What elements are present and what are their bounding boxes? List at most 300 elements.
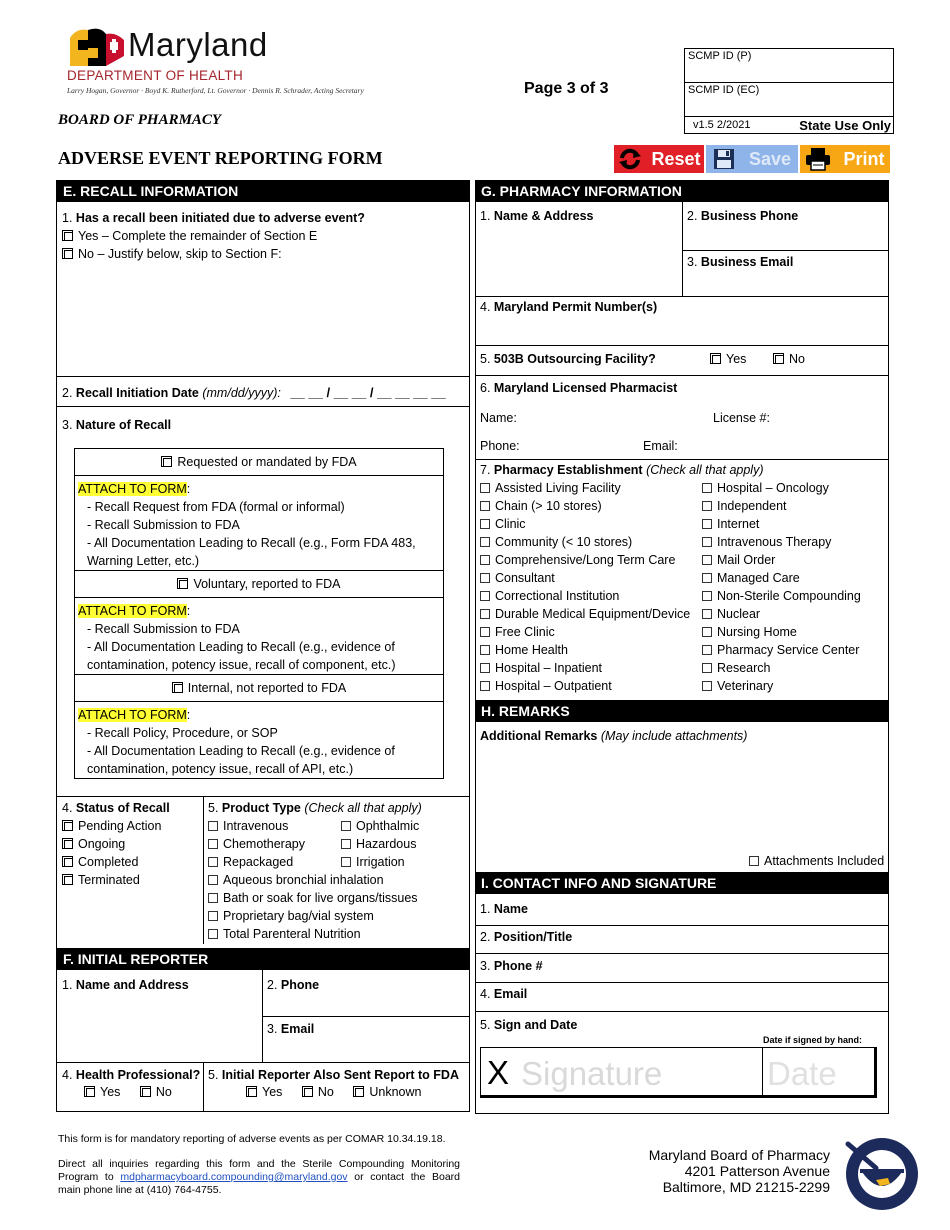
checkbox-icon[interactable] [208, 911, 218, 921]
section-i-title: I. CONTACT INFO AND SIGNATURE [475, 872, 889, 894]
checkbox-icon[interactable] [341, 821, 351, 831]
mortar-pestle-seal-icon [836, 1130, 928, 1212]
establishment-option[interactable] [702, 533, 861, 551]
contact-title-field[interactable] [480, 930, 572, 944]
divider [74, 674, 444, 675]
checkbox-icon[interactable] [702, 555, 712, 565]
q4-number: 4. [62, 801, 73, 815]
business-email-field[interactable] [687, 255, 793, 269]
divider [56, 406, 470, 407]
date-field[interactable] [763, 1048, 875, 1096]
establishment-option-label: Hospital – Outpatient [495, 679, 612, 693]
status-label: Status of Recall [75, 801, 170, 815]
divider [56, 796, 470, 797]
establishment-option-label: Community (< 10 stores) [495, 535, 633, 549]
checkbox-icon[interactable] [353, 1086, 364, 1097]
remarks-label: Additional Remarks [480, 729, 598, 743]
status-option[interactable] [62, 835, 202, 853]
establishment-option[interactable] [702, 551, 861, 569]
list-item: Warning Letter, etc.) [87, 554, 200, 568]
divider [74, 597, 444, 598]
g3-number: 3. [687, 255, 698, 269]
checkbox-icon[interactable] [208, 875, 218, 885]
voluntary-attach-list: ATTACH TO FORM: - Recall Submission to FDA - All Documentation Leading to Recall (e.g., evidence of contamination, potency issue, recall of component, etc.) [78, 602, 440, 674]
i1-number: 1. [480, 902, 491, 916]
product-option-label: Aqueous bronchial inhalation [223, 873, 384, 887]
contact-email-field[interactable] [480, 987, 527, 1001]
recall-date-format: (mm/dd/yyyy): [202, 386, 281, 400]
list-item: contamination, potency issue, recall of component, etc.) [87, 658, 396, 672]
printer-icon [805, 147, 831, 171]
divider [74, 701, 444, 702]
internal-option-label: Internal, not reported to FDA [187, 681, 347, 695]
divider [475, 345, 889, 346]
business-phone-label: Business Phone [700, 209, 799, 223]
section-h-title: H. REMARKS [475, 700, 889, 722]
f4-number: 4. [62, 1068, 73, 1082]
save-button[interactable] [706, 145, 798, 173]
checkbox-icon[interactable] [480, 591, 490, 601]
reporter-name-label: Name and Address [75, 978, 189, 992]
contact-email-label: Email [493, 987, 528, 1001]
checkbox-icon[interactable] [62, 230, 73, 241]
establishment-option-label: Comprehensive/Long Term Care [495, 553, 676, 567]
pharmacist-phone-field[interactable]: Phone: [480, 439, 520, 453]
checkbox-icon[interactable] [161, 456, 172, 467]
pharmacy-name-label: Name & Address [493, 209, 594, 223]
internal-option[interactable] [74, 681, 444, 695]
checkbox-icon[interactable] [702, 537, 712, 547]
checkbox-icon[interactable] [702, 681, 712, 691]
internal-attach-list: ATTACH TO FORM: - Recall Policy, Procedure, or SOP - All Documentation Leading to Recall (e.g., evidence of contamination, potency issue, recall of API, etc.) [78, 706, 440, 778]
date-hint: Date if signed by hand: [763, 1035, 863, 1045]
establishment-option[interactable] [702, 605, 861, 623]
list-item: - Recall Request from FDA (formal or informal) [87, 500, 345, 514]
reporter-name-field[interactable] [62, 978, 189, 992]
g5-number: 5. [480, 352, 491, 366]
attach-highlight: ATTACH TO FORM [78, 482, 187, 496]
checkbox-icon[interactable] [710, 353, 721, 364]
scmp-p-label: SCMP ID (P) [688, 50, 752, 62]
pharmacy-establishment [480, 461, 886, 695]
divider [56, 376, 470, 377]
status-option[interactable] [62, 817, 202, 835]
checkbox-icon[interactable] [702, 609, 712, 619]
board-seal [836, 1130, 928, 1212]
checkbox-icon[interactable] [480, 501, 490, 511]
establishment-option[interactable] [702, 587, 861, 605]
checkbox-icon[interactable] [208, 821, 218, 831]
establishment-option[interactable] [702, 623, 861, 641]
list-item: - All Documentation Leading to Recall (e.g., evidence of [87, 744, 395, 758]
product-option-label: Ophthalmic [356, 819, 420, 833]
list-item: - All Documentation Leading to Recall (e.g., Form FDA 483, [87, 536, 416, 550]
recall-justify-textarea[interactable] [62, 264, 464, 374]
hp-yes-option[interactable] [84, 1085, 120, 1099]
list-item: contamination, potency issue, recall of API, etc.) [87, 762, 354, 776]
establishment-option-label: Home Health [495, 643, 568, 657]
establishment-option[interactable] [480, 677, 702, 695]
checkbox-icon[interactable] [480, 681, 490, 691]
checkbox-icon[interactable] [208, 893, 218, 903]
outsourcing-yes-option[interactable] [710, 352, 746, 366]
establishment-option[interactable] [702, 641, 861, 659]
no-label: No [317, 1085, 334, 1099]
unknown-label: Unknown [369, 1085, 422, 1099]
permit-number-label: Maryland Permit Number(s) [493, 300, 658, 314]
g6-number: 6. [480, 381, 491, 395]
checkbox-icon[interactable] [480, 519, 490, 529]
licensed-pharmacist [480, 381, 884, 456]
fda-yes-option[interactable] [246, 1085, 282, 1099]
product-option[interactable] [341, 835, 419, 853]
signature-box [480, 1047, 877, 1098]
recall-no-label: No – Justify below, skip to Section F: [78, 247, 282, 261]
product-option[interactable] [208, 853, 341, 871]
inquiry-text: Direct all inquiries regarding this form and the Sterile Compounding Monitoring Program to [58, 1158, 460, 1183]
inquiry-text-end: or contact the Board main phone line at (410) 764-4755. [58, 1171, 461, 1196]
checkbox-icon[interactable] [246, 1086, 257, 1097]
establishment-note: (Check all that apply) [646, 463, 764, 477]
fda-option-label: Requested or mandated by FDA [177, 455, 357, 469]
establishment-option-label: Mail Order [717, 553, 776, 567]
status-option[interactable] [62, 853, 202, 871]
product-option[interactable] [208, 817, 341, 835]
product-option[interactable] [208, 889, 468, 907]
date-placeholder: Date [767, 1055, 837, 1092]
checkbox-icon[interactable] [749, 856, 759, 866]
checkbox-icon[interactable] [172, 682, 183, 693]
checkbox-icon[interactable] [62, 874, 73, 885]
fda-attach-list: ATTACH TO FORM: - Recall Request from FDA (formal or informal) - Recall Submission to FDA - All Documentation Leading to Recall (e.g., Form FDA 483, Warning Letter, etc.) [78, 480, 440, 570]
product-option-label: Hazardous [356, 837, 417, 851]
product-type [208, 799, 468, 943]
contact-name-field[interactable] [480, 902, 528, 916]
divider [475, 296, 889, 297]
product-option[interactable] [208, 835, 341, 853]
product-type-label: Product Type [221, 801, 301, 815]
establishment-option-label: Hospital – Oncology [717, 481, 829, 495]
status-option-label: Pending Action [78, 819, 162, 833]
product-option-label: Chemotherapy [223, 837, 305, 851]
status-option[interactable] [62, 871, 202, 889]
establishment-option[interactable] [702, 497, 861, 515]
reset-button[interactable] [614, 145, 704, 173]
establishment-option-label: Durable Medical Equipment/Device [495, 607, 691, 621]
voluntary-option-label: Voluntary, reported to FDA [193, 577, 341, 591]
officials-line: Larry Hogan, Governor · Boyd K. Rutherford, Lt. Governor · Dennis R. Schrader, Acting Secretary [67, 86, 364, 95]
establishment-option[interactable] [480, 659, 702, 677]
business-phone-field[interactable] [687, 209, 798, 223]
q2-number: 2. [62, 386, 73, 400]
checkbox-icon[interactable] [480, 573, 490, 583]
status-of-recall [62, 799, 202, 889]
divider [56, 1062, 470, 1063]
f5-number: 5. [208, 1068, 219, 1082]
establishment-option[interactable] [480, 569, 702, 587]
establishment-option[interactable] [702, 569, 861, 587]
checkbox-icon[interactable] [177, 578, 188, 589]
recall-question [62, 209, 462, 263]
establishment-label: Pharmacy Establishment [493, 463, 643, 477]
voluntary-option[interactable] [74, 577, 444, 591]
reporter-phone-label: Phone [280, 978, 320, 992]
f2-number: 2. [267, 978, 278, 992]
sign-date-label-row [480, 1018, 577, 1032]
hp-no-option[interactable] [140, 1085, 172, 1099]
department-name: DEPARTMENT OF HEALTH [67, 68, 244, 83]
recall-yes-option[interactable] [62, 227, 462, 245]
divider [475, 982, 889, 983]
version-label: v1.5 2/2021 [693, 119, 751, 131]
establishment-option[interactable] [480, 533, 702, 551]
checkbox-icon[interactable] [480, 483, 490, 493]
establishment-option[interactable] [480, 551, 702, 569]
product-option-label: Repackaged [223, 855, 294, 869]
checkbox-icon[interactable] [208, 929, 218, 939]
recall-yes-label: Yes – Complete the remainder of Section E [78, 229, 318, 243]
attach-highlight: ATTACH TO FORM [78, 604, 187, 618]
checkbox-icon[interactable] [702, 591, 712, 601]
save-label: Save [748, 148, 792, 169]
attach-highlight: ATTACH TO FORM [78, 708, 187, 722]
remarks-textarea[interactable] [480, 748, 884, 848]
yes-label: Yes [726, 352, 747, 366]
yes-label: Yes [100, 1085, 121, 1099]
org-name: Maryland [128, 26, 268, 63]
mandatory-note: This form is for mandatory reporting of adverse events as per COMAR 10.34.19.18. [58, 1133, 446, 1145]
establishment-option-label: Nuclear [717, 607, 761, 621]
signature-x: X [487, 1054, 510, 1091]
attachments-option[interactable] [749, 854, 884, 868]
i2-number: 2. [480, 930, 491, 944]
product-option-label: Irrigation [356, 855, 405, 869]
checkbox-icon[interactable] [62, 248, 73, 259]
health-professional [62, 1068, 200, 1099]
q5-number: 5. [208, 801, 219, 815]
attachments-label: Attachments Included [764, 854, 885, 868]
divider [682, 250, 889, 251]
health-professional-label: Health Professional? [75, 1068, 201, 1082]
checkbox-icon[interactable] [62, 856, 73, 867]
section-e-title: E. RECALL INFORMATION [57, 180, 469, 202]
checkbox-icon[interactable] [702, 501, 712, 511]
q3-label: Nature of Recall [75, 418, 172, 432]
remarks-label-row [480, 729, 747, 743]
establishment-option[interactable] [702, 479, 861, 497]
maryland-flag-icon [66, 26, 128, 68]
print-label: Print [843, 148, 885, 169]
inquiry-note [58, 1158, 460, 1197]
divider [682, 202, 683, 296]
product-option[interactable] [208, 907, 468, 925]
checkbox-icon[interactable] [208, 839, 218, 849]
product-type-note: (Check all that apply) [304, 801, 422, 815]
divider [475, 953, 889, 954]
scmp-ec-field[interactable] [684, 82, 894, 117]
checkbox-icon[interactable] [480, 609, 490, 619]
version-row [684, 116, 894, 134]
list-item: - Recall Policy, Procedure, or SOP [87, 726, 278, 740]
product-option[interactable] [208, 925, 468, 943]
checkbox-icon[interactable] [702, 627, 712, 637]
reporter-phone-field[interactable] [267, 978, 319, 992]
i5-number: 5. [480, 1018, 491, 1032]
recall-date-label: Recall Initiation Date [75, 386, 199, 400]
establishment-option-label: Assisted Living Facility [495, 481, 621, 495]
checkbox-icon[interactable] [84, 1086, 95, 1097]
g4-number: 4. [480, 300, 491, 314]
business-email-label: Business Email [700, 255, 794, 269]
establishment-option-label: Intravenous Therapy [717, 535, 832, 549]
q1-number: 1. [62, 211, 73, 225]
checkbox-icon[interactable] [140, 1086, 151, 1097]
list-item: - Recall Submission to FDA [87, 518, 240, 532]
nature-of-recall-label [62, 418, 171, 432]
checkbox-icon[interactable] [480, 645, 490, 655]
permit-number-field[interactable] [480, 300, 657, 314]
checkbox-icon[interactable] [341, 857, 351, 867]
establishment-option-label: Correctional Institution [495, 589, 620, 603]
checkbox-icon[interactable] [341, 839, 351, 849]
checkbox-icon[interactable] [302, 1086, 313, 1097]
list-item: - Recall Submission to FDA [87, 622, 240, 636]
i3-number: 3. [480, 959, 491, 973]
checkbox-icon[interactable] [702, 573, 712, 583]
product-option[interactable] [341, 853, 419, 871]
divider [74, 570, 444, 571]
product-option-label: Intravenous [223, 819, 289, 833]
g1-number: 1. [480, 209, 491, 223]
checkbox-icon[interactable] [208, 857, 218, 867]
product-option[interactable] [341, 817, 419, 835]
yes-label: Yes [262, 1085, 283, 1099]
g7-number: 7. [480, 463, 491, 477]
pharmacist-name-field[interactable]: Name: [480, 411, 517, 425]
checkbox-icon[interactable] [62, 820, 73, 831]
establishment-option[interactable] [480, 587, 702, 605]
board-email-link[interactable]: mdpharmacyboard.compounding@maryland.gov [120, 1171, 348, 1183]
divider [475, 459, 889, 460]
status-option-label: Completed [78, 855, 139, 869]
recall-question-label: Has a recall been initiated due to adverse event? [75, 211, 365, 225]
pharmacy-name-field[interactable] [480, 209, 594, 223]
establishment-option[interactable] [702, 659, 861, 677]
establishment-option-label: Chain (> 10 stores) [495, 499, 602, 513]
i4-number: 4. [480, 987, 491, 1001]
divider [203, 1062, 204, 1112]
scmp-ec-label: SCMP ID (EC) [688, 84, 760, 96]
refresh-icon [617, 148, 643, 170]
sent-to-fda-label: Initial Reporter Also Sent Report to FDA [221, 1068, 459, 1082]
f1-number: 1. [62, 978, 73, 992]
fda-no-option[interactable] [302, 1085, 334, 1099]
section-f-title: F. INITIAL REPORTER [57, 948, 469, 970]
establishment-option[interactable] [480, 497, 702, 515]
state-use-label: State Use Only [799, 118, 891, 133]
pharmacist-label: Maryland Licensed Pharmacist [493, 381, 678, 395]
establishment-col-2 [702, 479, 861, 695]
establishment-option[interactable] [480, 605, 702, 623]
contact-phone-field[interactable] [480, 959, 543, 973]
f3-number: 3. [267, 1022, 278, 1036]
divider [475, 925, 889, 926]
outsourcing-facility [480, 352, 880, 366]
status-option-label: Ongoing [78, 837, 126, 851]
establishment-option-label: Clinic [495, 517, 526, 531]
checkbox-icon[interactable] [480, 537, 490, 547]
establishment-option-label: Hospital – Inpatient [495, 661, 603, 675]
product-option[interactable] [208, 871, 468, 889]
establishment-option-label: Internet [717, 517, 760, 531]
checkbox-icon[interactable] [773, 353, 784, 364]
reporter-email-field[interactable] [267, 1022, 314, 1036]
establishment-option[interactable] [702, 677, 861, 695]
establishment-option[interactable] [480, 479, 702, 497]
remarks-note: (May include attachments) [600, 729, 748, 743]
establishment-col-1 [480, 479, 702, 695]
recall-no-option[interactable] [62, 245, 462, 263]
fda-option[interactable] [74, 455, 444, 469]
establishment-option-label: Veterinary [717, 679, 774, 693]
establishment-option-label: Independent [717, 499, 787, 513]
divider [203, 796, 204, 944]
establishment-option-label: Pharmacy Service Center [717, 643, 860, 657]
contact-name-label: Name [493, 902, 528, 916]
divider [475, 375, 889, 376]
page-indicator: Page 3 of 3 [524, 80, 609, 97]
no-label: No [789, 352, 805, 366]
sign-date-label: Sign and Date [493, 1018, 578, 1032]
establishment-option-label: Consultant [495, 571, 555, 585]
establishment-option[interactable] [702, 515, 861, 533]
establishment-option-label: Nursing Home [717, 625, 797, 639]
fda-unknown-option[interactable] [353, 1085, 421, 1099]
outsourcing-no-option[interactable] [773, 352, 805, 366]
sent-to-fda [208, 1068, 459, 1099]
divider [74, 475, 444, 476]
checkbox-icon[interactable] [702, 645, 712, 655]
establishment-option[interactable] [480, 623, 702, 641]
signature-field[interactable] [481, 1048, 761, 1096]
pharmacist-email-field[interactable]: Email: [643, 439, 678, 453]
list-item: - All Documentation Leading to Recall (e.g., evidence of [87, 640, 395, 654]
form-title: ADVERSE EVENT REPORTING FORM [58, 148, 383, 168]
establishment-option[interactable] [480, 641, 702, 659]
checkbox-icon[interactable] [702, 483, 712, 493]
checkbox-icon[interactable] [480, 555, 490, 565]
checkbox-icon[interactable] [480, 663, 490, 673]
divider [475, 1011, 889, 1012]
g2-number: 2. [687, 209, 698, 223]
section-g-title: G. PHARMACY INFORMATION [475, 180, 889, 202]
checkbox-icon[interactable] [702, 519, 712, 529]
q3-number: 3. [62, 418, 73, 432]
reporter-email-label: Email [280, 1022, 315, 1036]
checkbox-icon[interactable] [480, 627, 490, 637]
scmp-p-field[interactable] [684, 48, 894, 83]
establishment-option[interactable] [480, 515, 702, 533]
board-address [620, 1147, 830, 1195]
checkbox-icon[interactable] [702, 663, 712, 673]
product-option-label: Bath or soak for live organs/tissues [223, 891, 418, 905]
pharmacist-license-field[interactable]: License #: [713, 411, 770, 425]
contact-phone-label: Phone # [493, 959, 543, 973]
recall-date-row[interactable] [62, 385, 446, 400]
no-label: No [155, 1085, 172, 1099]
checkbox-icon[interactable] [62, 838, 73, 849]
print-button[interactable] [800, 145, 890, 173]
